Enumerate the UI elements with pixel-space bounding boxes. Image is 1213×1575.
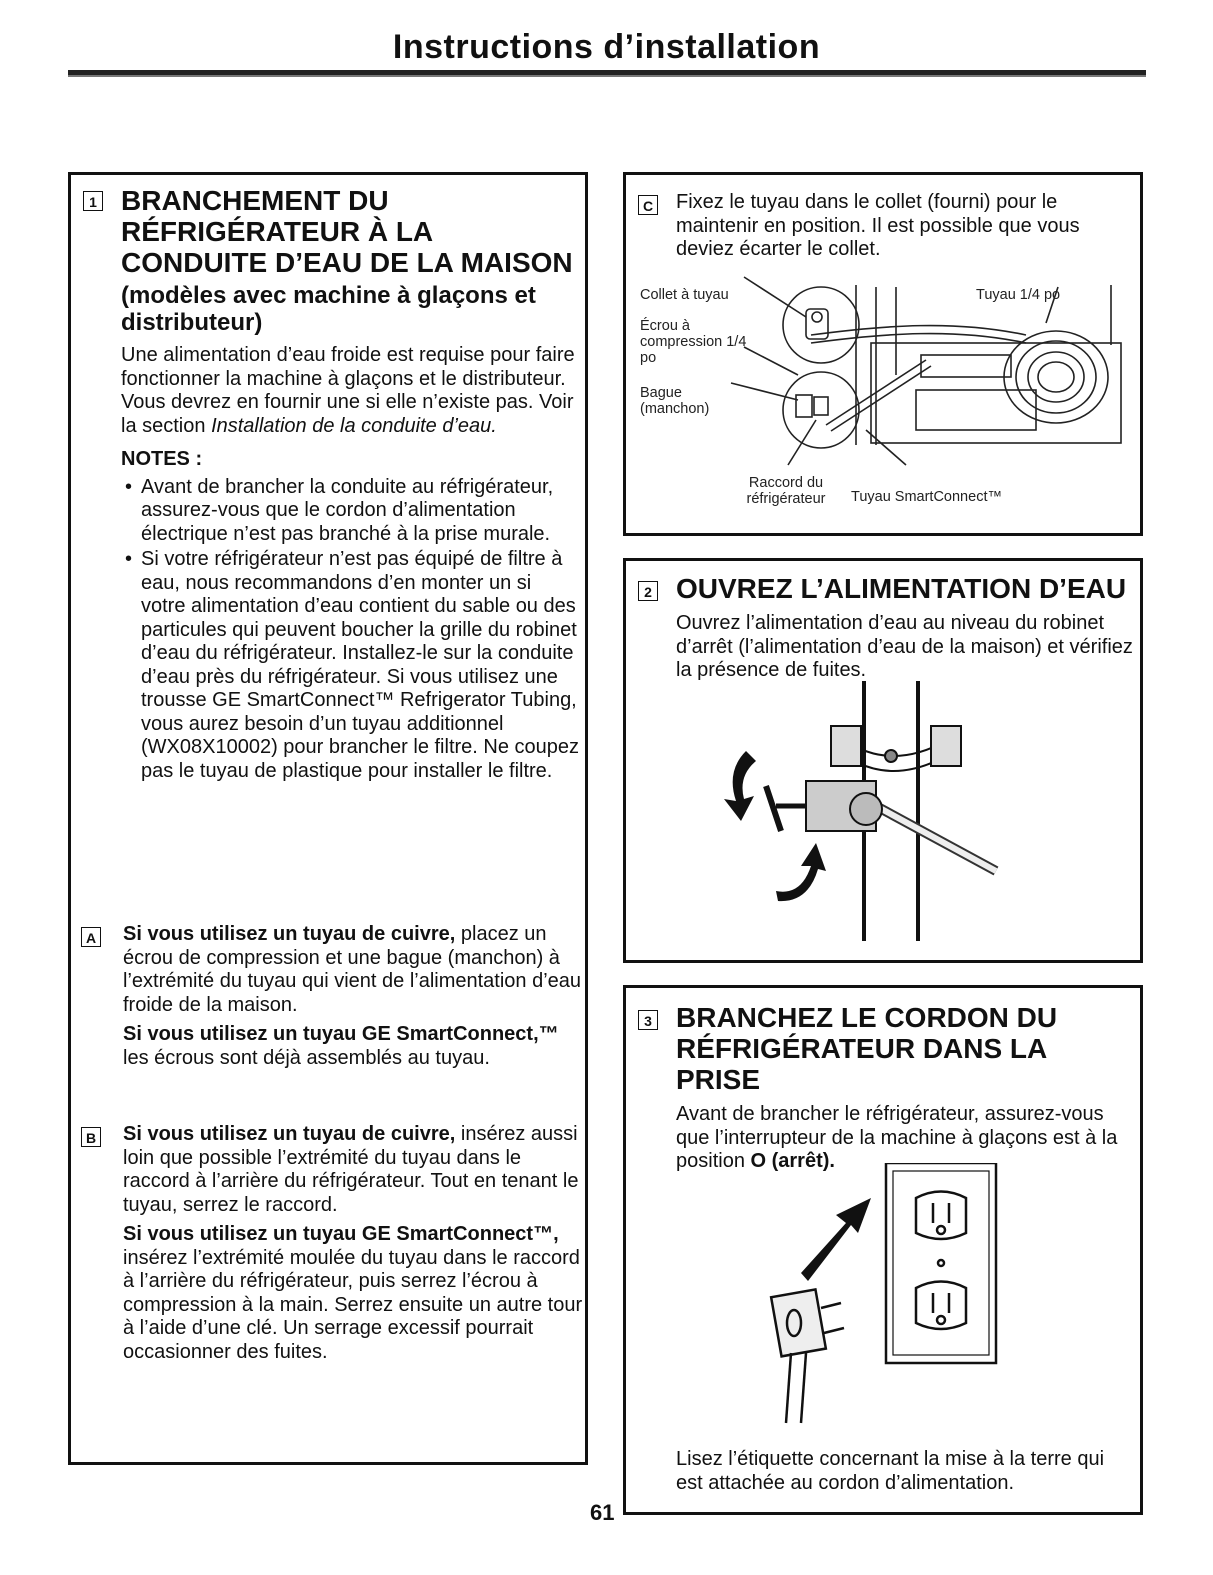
- label-bague: Bague (manchon): [640, 385, 710, 417]
- label-collet: Collet à tuyau: [640, 287, 729, 303]
- step2-heading: OUVREZ L’ALIMENTATION D’EAU: [676, 573, 1127, 604]
- label-raccord: Raccord du réfrigérateur: [746, 475, 826, 507]
- letter-c: C: [638, 195, 658, 215]
- left-section: [68, 172, 588, 1465]
- letter-b: B: [81, 1127, 101, 1147]
- off-position: O (arrêt).: [750, 1150, 835, 1172]
- label-ecrou: Écrou à compression 1/4 po: [640, 318, 747, 366]
- step3-footer: Lisez l’étiquette concernant la mise à la terre qui est attachée au cordon d’alimentation.: [676, 1448, 1105, 1494]
- step-2-section: [623, 558, 1143, 963]
- step2-text: Ouvrez l’alimentation d’eau au niveau du robinet d’arrêt (l’alimentation d’eau de la maison) et vérifiez la présence de fuites.: [676, 612, 1133, 681]
- page-number: 61: [590, 1500, 615, 1525]
- page-title: Instructions d’installation: [392, 28, 821, 66]
- notes-list: [121, 476, 581, 784]
- step1-subheading: (modèles avec machine à glaçons et distributeur): [121, 282, 536, 336]
- intro-reference: Installation de la conduite d’eau.: [211, 414, 497, 437]
- step1-heading: BRANCHEMENT DU RÉFRIGÉRATEUR À LA CONDUITE D’EAU DE LA MAISON: [121, 185, 573, 278]
- step-3-section: [623, 985, 1143, 1515]
- step-c-text: Fixez le tuyau dans le collet (fourni) pour le maintenir en position. Il est possible que vous deviez écarter le collet.: [676, 191, 1080, 260]
- step-a-text: Si vous utilisez un tuyau de cuivre, placez un écrou de compression et une bague (manchon) à l’extrémité du tuyau qui vient de l’alimentation d’eau froide de la maison. Si vous utilisez un tuyau GE SmartConnect,™ les écrous sont déjà assemblés au tuyau.: [123, 923, 582, 1069]
- step3-heading: BRANCHEZ LE CORDON DU RÉFRIGÉRATEUR DANS LA PRISE: [676, 1002, 1058, 1095]
- notes-label: NOTES :: [121, 448, 203, 470]
- outlet-illustration: [746, 1163, 1046, 1433]
- label-tuyau-14: Tuyau 1/4 po: [976, 287, 1061, 303]
- note-item: • Si votre réfrigérateur n’est pas équipé de filtre à eau, nous recommandons d’en monter un si votre alimentation d’eau contient du sable ou des particules qui peuvent boucher la grille du robinet d’eau du réfrigérateur. Installez-le sur la conduite d’eau près du réfrigérateur. Si vous utilisez une trousse GE SmartConnect™ Refrigerator Tubing, vous aurez besoin d’un tuyau additionnel (WX08X10002) pour brancher le filtre. Ne coupez pas le tuyau de plastique pour installer le filtre.: [121, 548, 581, 783]
- step-b-text: Si vous utilisez un tuyau de cuivre, insérez aussi loin que possible l’extrémité du tuyau dans le raccord à l’arrière du réfrigérateur. Tout en tenant le tuyau, serrez le raccord. Si vous utilisez un tuyau GE SmartConnect™, insérez l’extrémité moulée du tuyau dans le raccord à l’arrière du réfrigérateur, puis serrez l’écrou à compression à la main. Serrez ensuite un autre tour à l’aide d’une clé. Un serrage excessif pourrait occasionner des fuites.: [123, 1123, 583, 1363]
- note-item: • Avant de brancher la conduite au réfrigérateur, assurez-vous que le cordon d’alimentation électrique n’est pas branché à la prise murale.: [121, 476, 581, 547]
- step3-text: Avant de brancher le réfrigérateur, assurez-vous que l’interrupteur de la machine à glaçons est à la position O (arrêt).: [676, 1103, 1118, 1172]
- step-number-3: 3: [638, 1010, 658, 1030]
- step-c-section: [623, 172, 1143, 536]
- letter-a: A: [81, 927, 101, 947]
- label-smartconnect: Tuyau SmartConnect™: [851, 489, 1002, 505]
- step-number-1: 1: [83, 191, 103, 211]
- step1-intro: Une alimentation d’eau froide est requise pour faire fonctionner la machine à glaçons et le distributeur. Vous devrez en fournir une si elle n’existe pas. Voir la section Installation de la conduite d’eau.: [121, 344, 575, 437]
- shutoff-valve-illustration: [706, 681, 1066, 951]
- step-number-2: 2: [638, 581, 658, 601]
- title-rule: [68, 70, 1146, 77]
